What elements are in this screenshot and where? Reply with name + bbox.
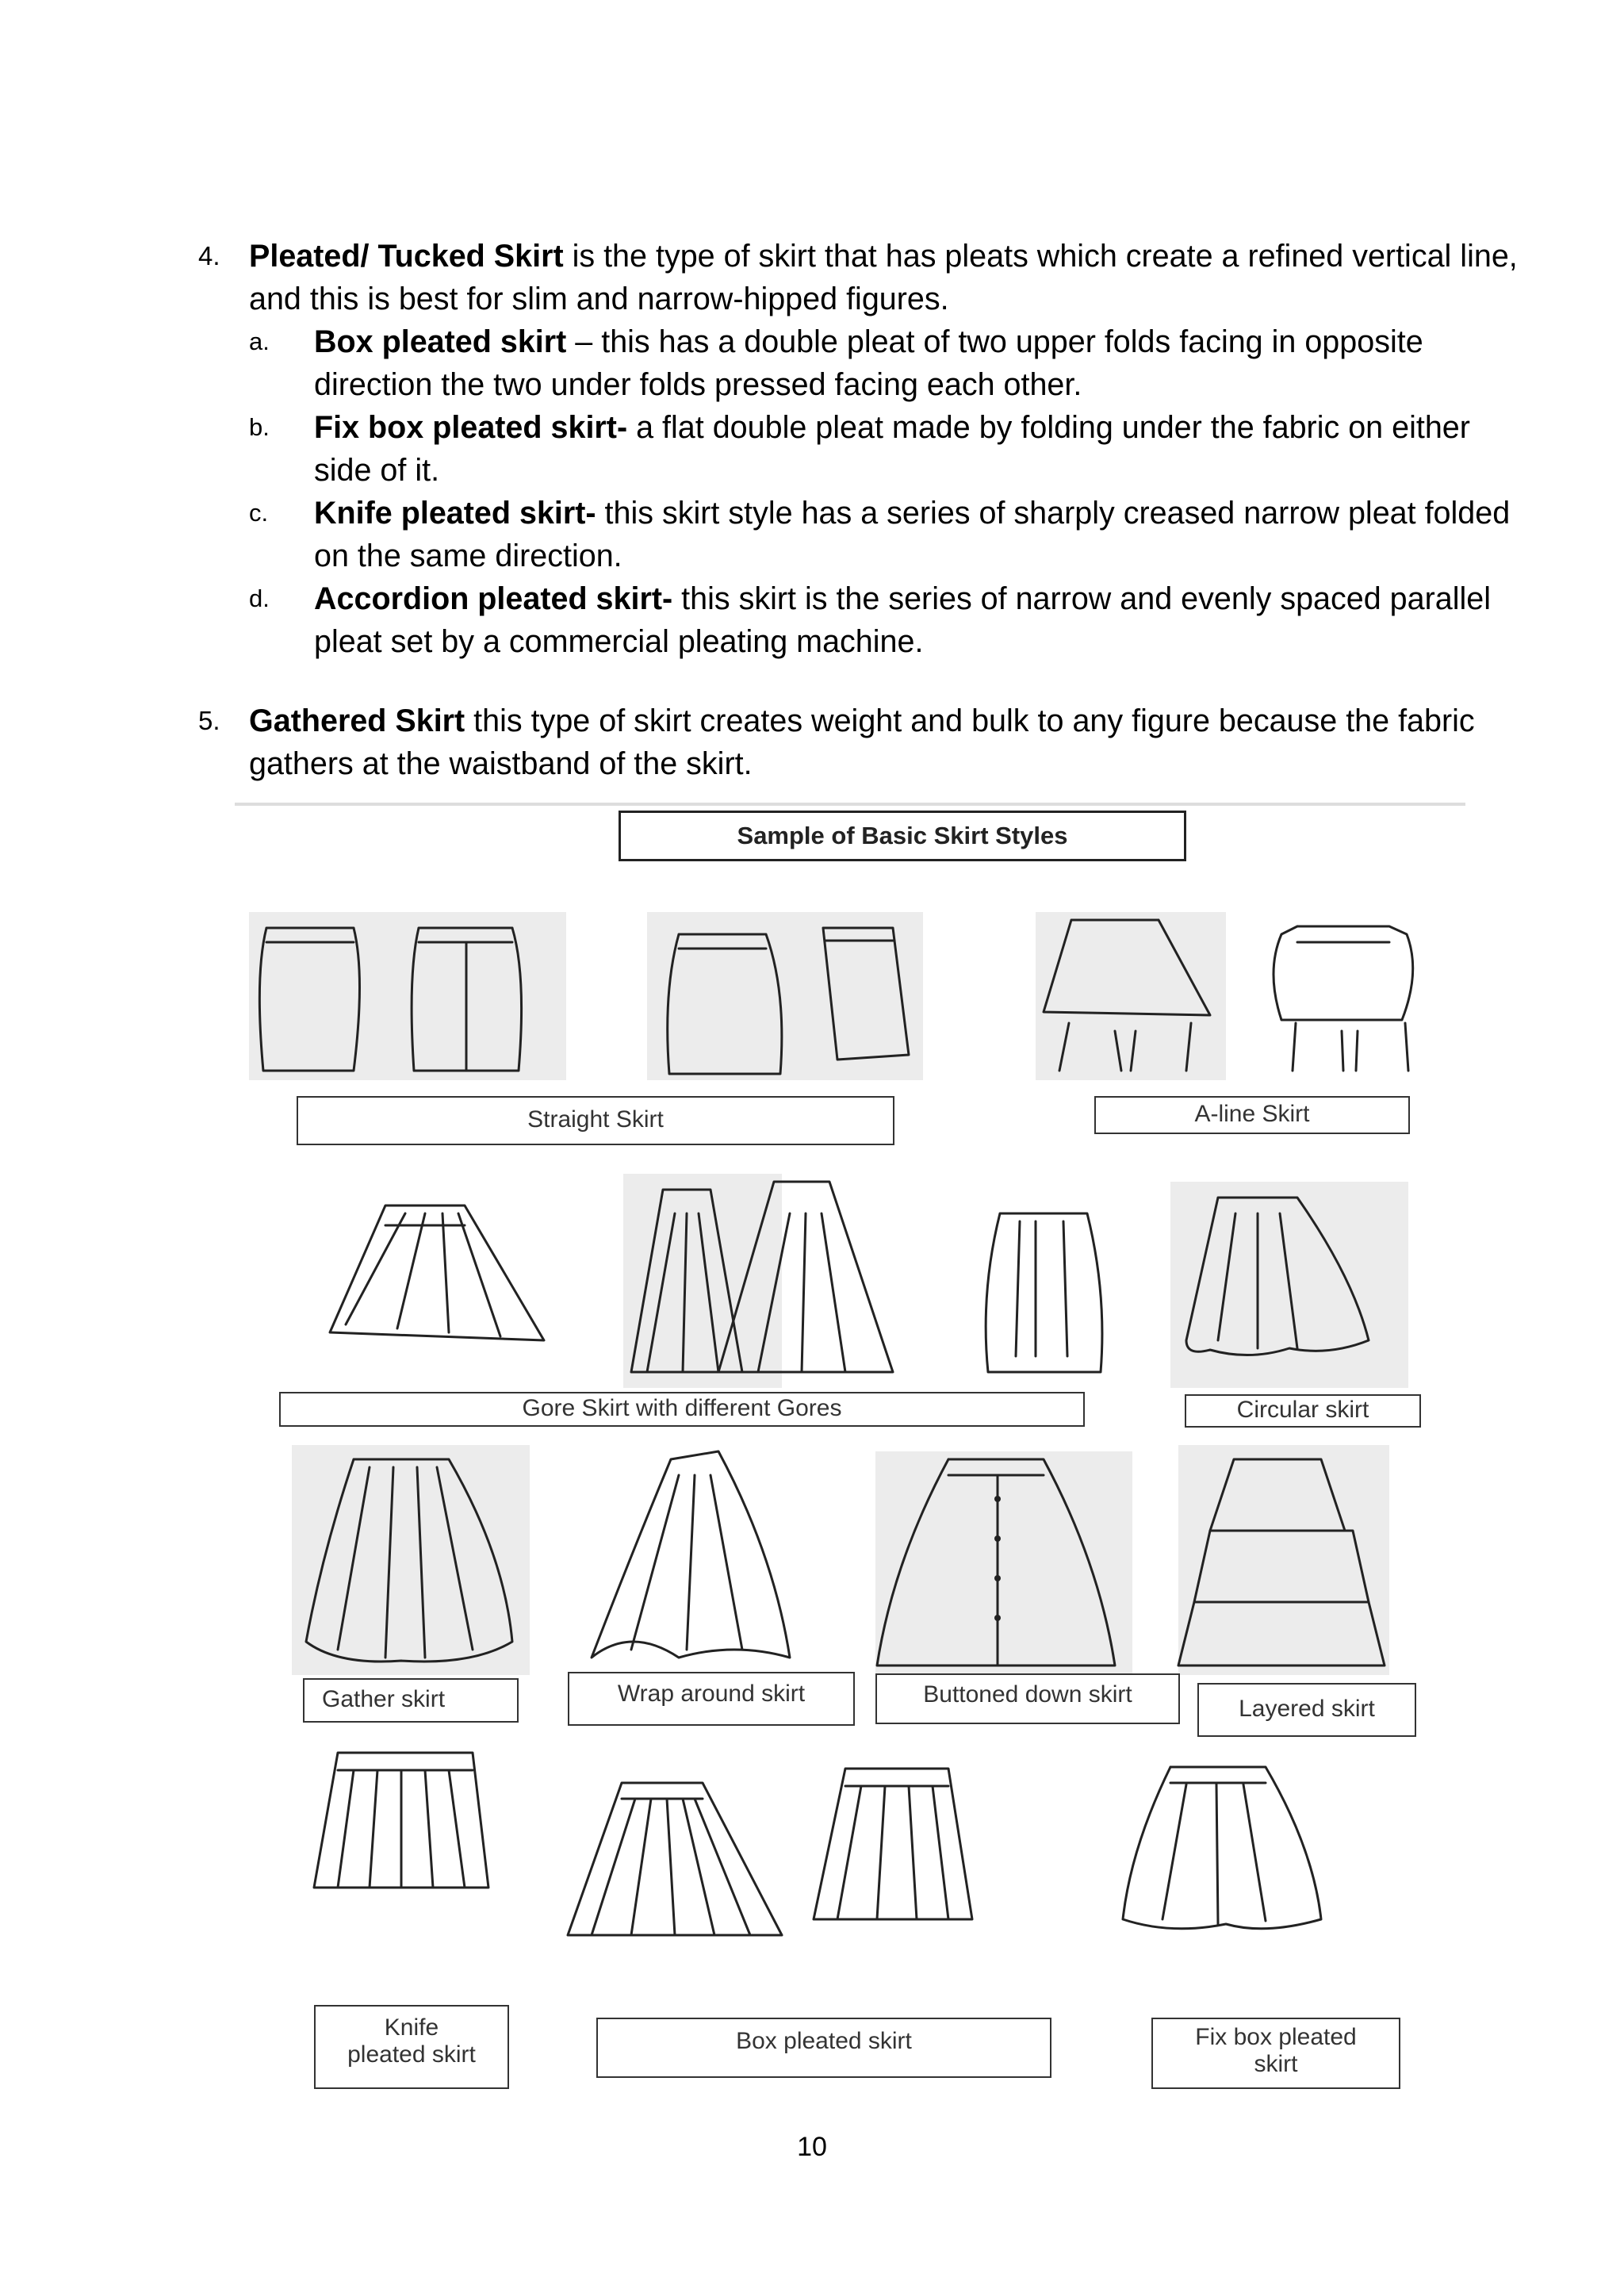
- box-pleated-skirt-sketch: [568, 1769, 972, 1935]
- desc-pleated: is the type of skirt that has pleats which create a refined vertical line, and this is best for slim and narrow-hipped figures.: [249, 239, 1518, 316]
- list-number: 4.: [198, 241, 220, 270]
- sub-letter: d.: [249, 585, 270, 612]
- wrap-around-skirt-sketch: [592, 1451, 790, 1658]
- label-fix-box-pleated-skirt: [1151, 2018, 1400, 2089]
- sub-term: Box pleated skirt: [314, 324, 567, 359]
- knife-pleated-skirt-sketch: [314, 1753, 488, 1888]
- straight-skirt-sketches: [249, 912, 923, 1080]
- gore-skirt-sketches: [330, 1174, 1102, 1388]
- label-gore-skirt: Gore Skirt with different Gores: [279, 1392, 1085, 1427]
- skirt-styles-figure: [235, 801, 1465, 2102]
- label-buttoned-down-skirt: Buttoned down skirt: [875, 1673, 1180, 1724]
- sub-letter: a.: [249, 328, 270, 355]
- subitem-box-pleated: [249, 320, 1518, 406]
- buttoned-down-skirt-sketch: [875, 1451, 1132, 1673]
- label-line: Knife: [384, 2014, 439, 2041]
- subitem-knife-pleated: [249, 492, 1518, 577]
- list-body: [249, 235, 1518, 663]
- sub-desc: this skirt is the series of narrow and evenly spaced parallel pleat set by a commercial pleating machine.: [314, 581, 1492, 659]
- sub-term: Accordion pleated skirt-: [314, 581, 673, 616]
- label-line: Fix box pleated: [1195, 2024, 1357, 2050]
- sub-desc: a flat double pleat made by folding under the fabric on either side of it.: [314, 410, 1470, 488]
- fix-box-pleated-skirt-sketch: [1123, 1767, 1321, 1929]
- label-a-line-skirt: A-line Skirt: [1094, 1096, 1410, 1134]
- subitem-fix-box-pleated: [249, 406, 1518, 492]
- list-body: [249, 700, 1518, 785]
- label-line: pleated skirt: [347, 2041, 476, 2068]
- figure-title: Sample of Basic Skirt Styles: [619, 811, 1186, 861]
- label-box-pleated-skirt: Box pleated skirt: [596, 2018, 1051, 2078]
- sub-letter: b.: [249, 413, 270, 441]
- sub-term: Knife pleated skirt-: [314, 496, 596, 531]
- term-gathered: Gathered Skirt: [249, 703, 465, 738]
- layered-skirt-sketch: [1178, 1445, 1389, 1675]
- circular-skirt-sketch: [1170, 1182, 1408, 1388]
- label-gather-skirt: Gather skirt: [303, 1678, 519, 1723]
- term-pleated: Pleated/ Tucked Skirt: [249, 239, 564, 274]
- label-line: skirt: [1254, 2051, 1298, 2077]
- label-circular-skirt: Circular skirt: [1185, 1394, 1421, 1428]
- label-straight-skirt: Straight Skirt: [297, 1096, 894, 1145]
- page-number: 10: [797, 2132, 827, 2162]
- a-line-skirt-sketches: [1036, 912, 1413, 1080]
- label-layered-skirt: Layered skirt: [1197, 1683, 1416, 1737]
- skirt-sketches: [235, 801, 1465, 2102]
- gather-skirt-sketch: [292, 1445, 530, 1675]
- subitem-accordion-pleated: [249, 577, 1518, 663]
- paragraph-pleated: [249, 235, 1518, 320]
- list-number: 5.: [198, 706, 220, 735]
- sub-desc: – this has a double pleat of two upper folds facing in opposite direction the two under folds pressed facing each other.: [314, 324, 1423, 402]
- label-knife-pleated-skirt: [314, 2005, 509, 2089]
- sub-term: Fix box pleated skirt-: [314, 410, 628, 445]
- sub-desc: this skirt style has a series of sharply creased narrow pleat folded on the same direction.: [314, 496, 1511, 573]
- desc-gathered: this type of skirt creates weight and bulk to any figure because the fabric gathers at the waistband of the skirt.: [249, 703, 1475, 781]
- sub-letter: c.: [249, 499, 269, 527]
- label-wrap-around-skirt: Wrap around skirt: [568, 1672, 855, 1726]
